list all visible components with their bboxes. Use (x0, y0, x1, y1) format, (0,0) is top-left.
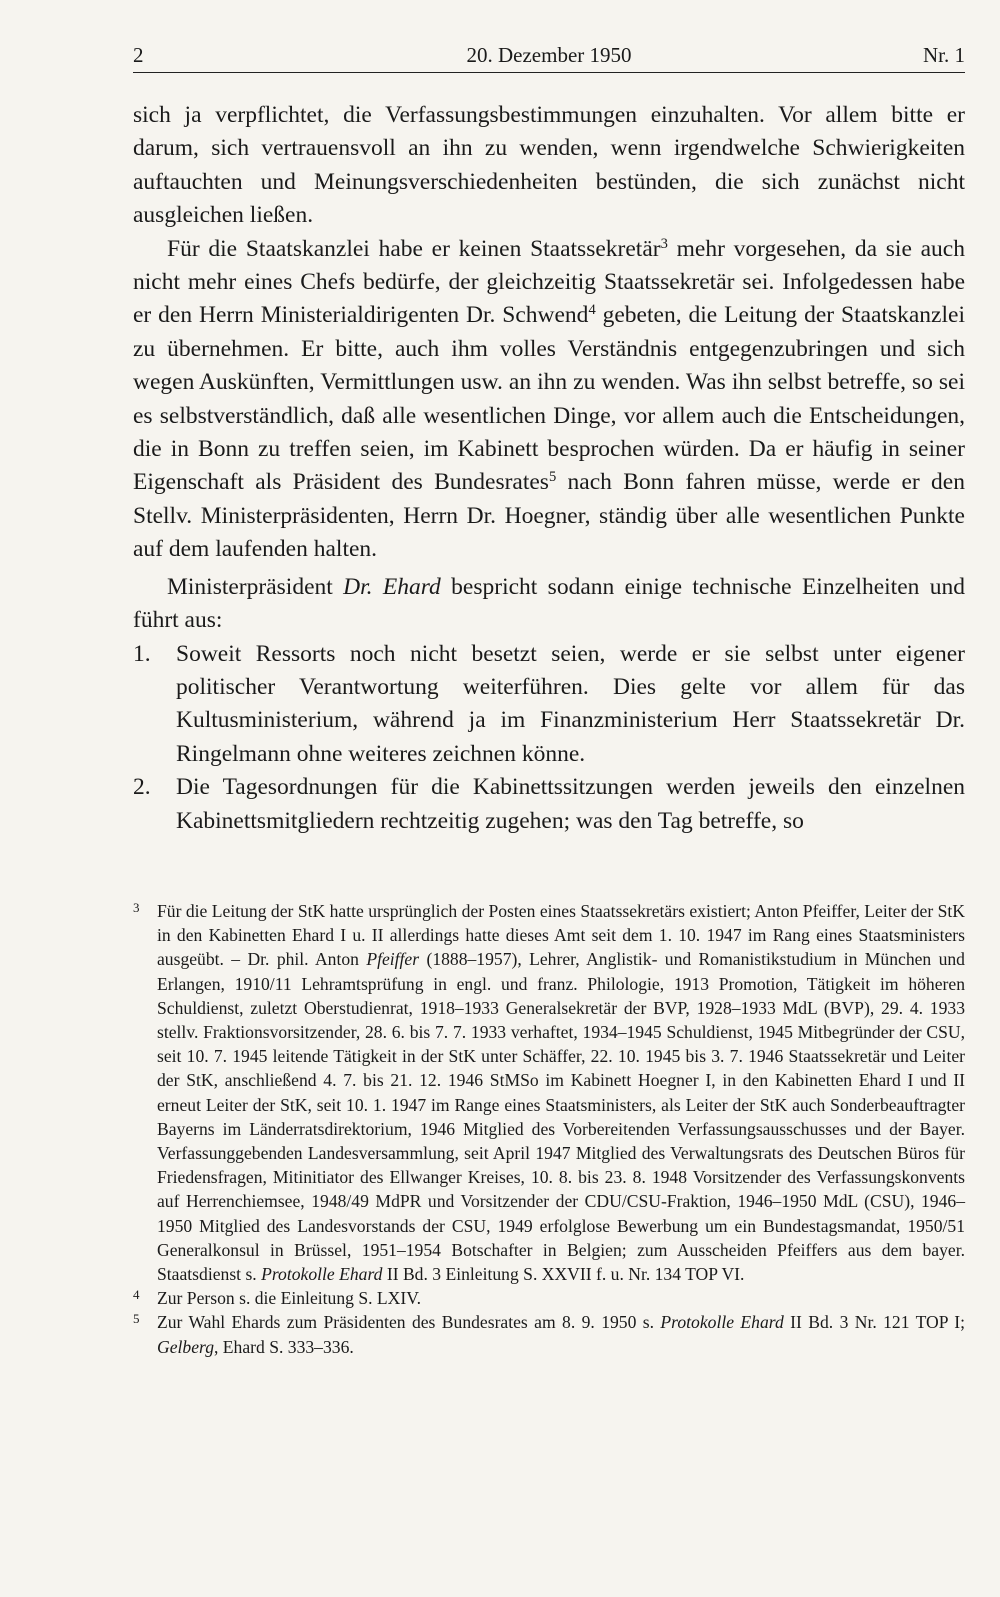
list-item (133, 638, 965, 772)
footnote-5-ref-2: Gelberg (157, 1336, 214, 1357)
list-item-text: Soweit Ressorts noch nicht besetzt seien, werde er sie selbst unter eigener politischer Verantwortung weiterführen. Dies gelte vor allem für das Kultusministerium, während ja im Finanzministerium Herr Staatssekretär Dr. Ringelmann ohne weiteres zeichnen könne. (176, 640, 965, 767)
paragraph-2-part-1: Für die Staatskanzlei habe er keinen Staatssekretär (167, 235, 661, 262)
footnotes (133, 899, 965, 1359)
footnote-ref-3[interactable]: 3 (660, 235, 668, 252)
list-item (133, 771, 965, 838)
paragraph-3-part-2: bespricht sodann einige technische Einzelheiten und führt aus: (133, 573, 966, 634)
footnote-ref-5[interactable]: 5 (548, 469, 557, 486)
footnote-5 (133, 1310, 965, 1358)
footnote-4 (133, 1286, 965, 1310)
footnote-3-name: Pfeiffer (366, 949, 420, 970)
paragraph-2 (133, 233, 965, 567)
footnote-3-part-3: II Bd. 3 Einleitung S. XXVII f. u. Nr. 134 TOP VI. (382, 1264, 745, 1285)
footnote-ref-4[interactable]: 4 (588, 302, 596, 319)
paragraph-2-part-3: gebeten, die Leitung der Staatskanzlei zu übernehmen. Er bitte, auch ihm volles Verständnis entgegenzubringen und sich wegen Auskünften, Vermittlungen usw. an ihn zu wenden. Was ihn selbst betreffe, so sei es selbstverständlich, daß alle wesentlichen Dinge, vor allem auch die Entscheidungen, die in Bonn zu treffen seien, im Kabinett besprochen würden. Da er häufig in seiner Eigenschaft als Präsident des Bundesrates (133, 302, 965, 496)
main-text (133, 99, 965, 838)
list-marker: 2. (133, 774, 151, 801)
paragraph-2-part-4: nach Bonn fahren müsse, werde er den Stellv. Ministerpräsidenten, Herrn Dr. Hoegner, ständig über alle wesentlichen Punkte auf dem laufenden halten. (133, 469, 965, 563)
header-rule (133, 72, 965, 73)
footnote-5-part-3: , Ehard S. 333–336. (214, 1336, 354, 1357)
footnote-3-ref: Protokolle Ehard (261, 1264, 383, 1285)
footnote-marker: 5 (133, 1311, 140, 1327)
footnote-5-part-2: II Bd. 3 Nr. 121 TOP I; (783, 1312, 966, 1333)
list-item-text: Die Tagesordnungen für die Kabinettssitzungen werden jeweils den einzelnen Kabinettsmitgliedern rechtzeitig zugehen; was den Tag betreffe, so (176, 774, 965, 834)
footnote-marker: 4 (133, 1287, 140, 1303)
footnote-3-part-1: Für die Leitung der StK hatte ursprünglich der Posten eines Staatssekretärs existiert; Anton Pfeiffer, Leiter der StK in den Kabinetten Ehard I u. II allerdings hatte dieses Amt seit dem 1. 10. 1947 im Rang eines Staatsministers ausgeübt. – Dr. phil. Anton (157, 901, 965, 970)
footnote-marker: 3 (133, 900, 140, 915)
paragraph-3 (133, 571, 965, 638)
paragraph-2-part-2: mehr vorgesehen, da sie auch nicht mehr eines Chefs bedürfe, der gleichzeitig Staatssekretär sei. Infolgedessen habe er den Herrn Ministerialdirigenten Dr. Schwend (133, 235, 965, 329)
paragraph-1: sich ja verpflichtet, die Verfassungsbestimmungen einzuhalten. Vor allem bitte er darum, sich vertrauensvoll an ihn zu wenden, wenn irgendwelche Schwierigkeiten auftauchten und Meinungsverschiedenheiten bestünden, die sich zunächst nicht ausgleichen ließen. (133, 102, 965, 229)
list-marker: 1. (133, 640, 151, 667)
header-date: 20. Dezember 1950 (466, 43, 632, 67)
header-doc-number: Nr. 1 (923, 43, 965, 67)
paragraph-3-part-1: Ministerpräsident (167, 573, 344, 600)
footnote-3-part-2: (1888–1957), Lehrer, Anglistik- und Romanistikstudium in München und Erlangen, 1910/11 Lehramtsprüfung in engl. und franz. Philologie, 1913 Promotion, Tätigkeit im höheren Schuldienst, zuletzt Oberstudienrat, 1918–1933 Generalsekretär der BVP, 1928–1933 MdL (BVP), 29. 4. 1933 stellv. Fraktionsvorsitzender, 28. 6. bis 7. 7. 1933 verhaftet, 1934–1945 Schuldienst, 1945 Mitbegründer der CSU, seit 10. 7. 1945 leitende Tätigkeit in der StK unter Schäffer, 22. 10. 1945 bis 3. 7. 1946 Staatssekretär und Leiter der StK, anschließend 4. 7. bis 21. 12. 1946 StMSo im Kabinett Hoegner I, in den Kabinetten Ehard I und II erneut Leiter der StK, seit 10. 1. 1947 im Range eines Staatsministers, als Leiter der StK auch Sonderbeauftragter Bayerns im Länderratsdirektorium, 1946 Mitglied des Vorbereitenden Verfassungsausschusses und der Bayer. Verfassunggebenden Landesversammlung, seit April 1947 Mitglied des Verwaltungsrats des Deutschen Büros für Friedensfragen, Mitinitiator des Ellwanger Kreises, 10. 8. bis 23. 8. 1948 Vorsitzender des Verfassungskonvents auf Herrenchiemsee, 1948/49 MdPR und Vorsitzender der CDU/CSU-Fraktion, 1946–1950 MdL (CSU), 1946–1950 Mitglied des Landesvorstands der CSU, 1949 erfolglose Bewerbung um ein Bundestagsmandat, 1950/51 Generalkonsul in Brüssel, 1951–1954 Botschafter in Belgien; zum Ausscheiden Pfeiffers aus dem bayer. Staatsdienst s. (157, 949, 965, 1285)
footnote-5-ref-1: Protokolle Ehard (660, 1312, 784, 1333)
speaker-name: Dr. Ehard (343, 573, 441, 600)
running-header (133, 38, 965, 72)
numbered-list (133, 638, 965, 838)
footnote-4-text: Zur Person s. die Einleitung S. LXIV. (157, 1288, 422, 1309)
footnote-3 (133, 899, 965, 1286)
page-number: 2 (133, 43, 144, 67)
footnote-5-part-1: Zur Wahl Ehards zum Präsidenten des Bundesrates am 8. 9. 1950 s. (157, 1312, 661, 1333)
